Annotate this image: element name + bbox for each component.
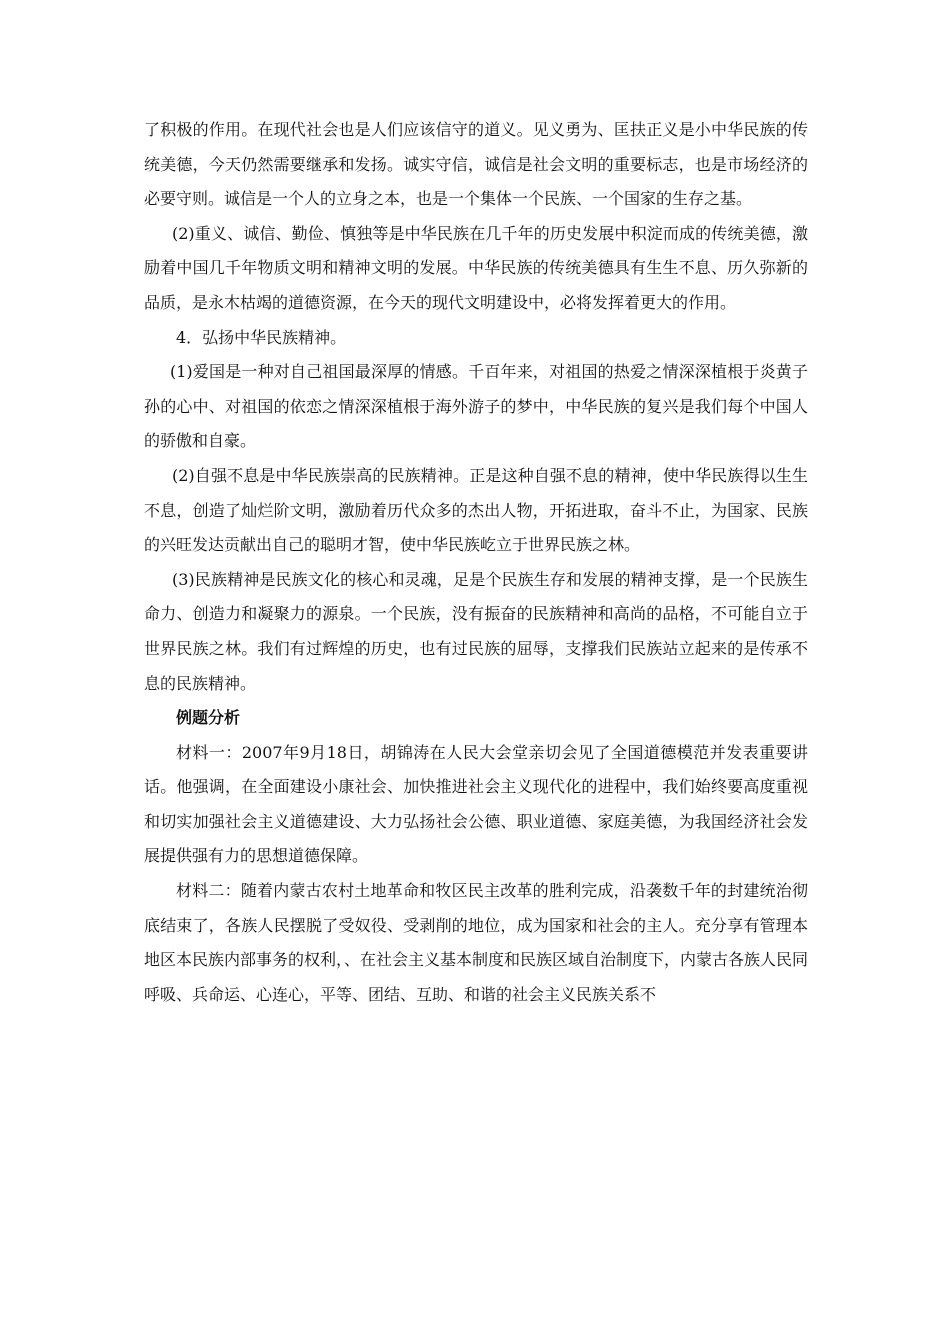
paragraph-national-spirit-core: (3)民族精神是民族文化的核心和灵魂，足是个民族生存和发展的精神支撑，是一个民族生命力、创造力和凝聚力的源泉。一个民族，没有振奋的民族精神和高尚的品格，不可能自立于世界民族之林。我们有过辉煌的历史，也有过民族的屈辱，支撑我们民族站立起来的是传承不息的民族精神。 [144,569,808,693]
example-analysis-heading: 例题分析 [176,708,241,728]
section-heading-national-spirit: 4．弘扬中华民族精神。 [176,327,347,347]
paragraph-patriotism: (1)爱国是一种对自己祖国最深厚的情感。千百年来，对祖国的热爱之情深深植根于炎黄子孙的心中、对祖国的依恋之情深深植根于海外游子的梦中，中华民族的复兴是我们每个中国人的骄傲和自豪。 [144,362,808,451]
material-one-paragraph: 材料一：2007年9月18日，胡锦涛在人民大会堂亲切会见了全国道德模范并发表重要讲话。他强调，在全面建设小康社会、加快推进社会主义现代化的进程中，我们始终要高度重视和切实加强社会主义道德建设、大力弘扬社会公德、职业道德、家庭美德，为我国经济社会发展提供强有力的思想道德保障。 [144,742,808,866]
document-body [144,113,808,1012]
paragraph-self-improvement: (2)自强不息是中华民族崇高的民族精神。正是这种自强不息的精神，使中华民族得以生生不息，创造了灿烂阶文明，激励着历代众多的杰出人物，开拓进取，奋斗不止，为国家、民族的兴旺发达贡献出自己的聪明才智，使中华民族屹立于世界民族之林。 [144,465,808,555]
paragraph-point-2-virtues: (2)重义、诚信、勤俭、慎独等是中华民族在几千年的历史发展中积淀而成的传统美德，激励着中国几千年物质文明和精神文明的发展。中华民族的传统美德具有生生不息、历久弥新的品质，是永木枯竭的道德资源，在今天的现代文明建设中，必将发挥着更大的作用。 [144,223,808,312]
material-two-paragraph: 材料二：随着内蒙古农村土地革命和牧区民主改革的胜利完成，沿袭数千年的封建统治彻底结束了，各族人民摆脱了受奴役、受剥削的地位，成为国家和社会的主人。充分享有管理本地区本民族内部事务的权利，、在社会主义基本制度和民族区域自治制度下，内蒙古各族人民同呼吸、兵命运、心连心，平等、团结、互助、和谐的社会主义民族关系不 [144,881,809,1004]
paragraph-continuation: 了积极的作用。在现代社会也是人们应该信守的道义。见义勇为、匡扶正义是小中华民族的传统美德，今天仍然需要继承和发扬。诚实守信，诚信是社会文明的重要标志，也是市场经济的必要守则。诚信是一个人的立身之本，也是一个集体一个民族、一个国家的生存之基。 [144,120,808,209]
